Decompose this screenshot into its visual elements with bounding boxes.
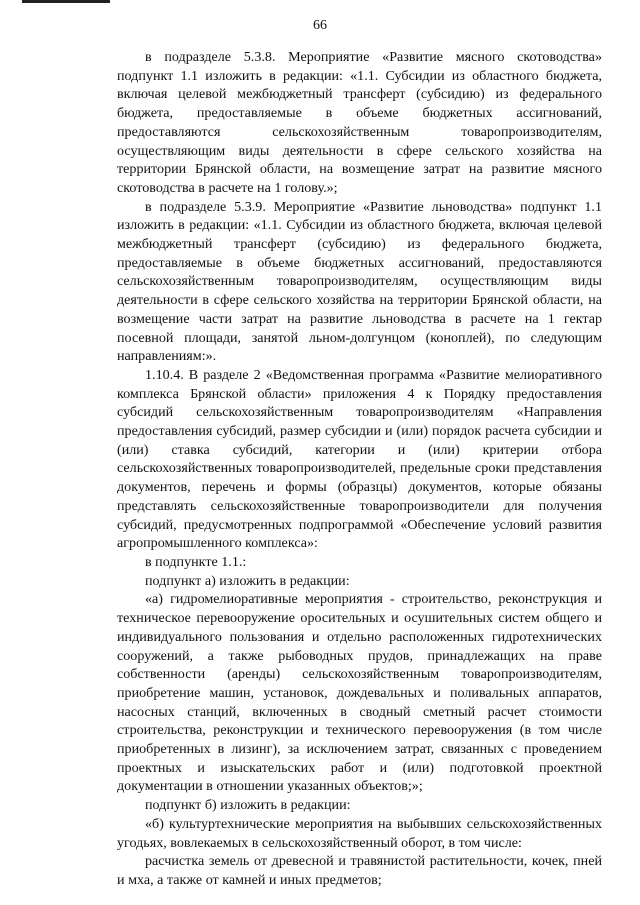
document-body: [117, 48, 602, 890]
paragraph-subclause-a-intro: подпункт а) изложить в редакции:: [145, 572, 350, 589]
paragraph-subclause-b-intro: подпункт б) изложить в редакции:: [145, 797, 351, 814]
paragraph-land-clearing: расчистка земель от древесной и травянистой растительности, кочек, пней и мха, а также от камней и иных предметов;: [117, 853, 602, 888]
paragraph-subclause-1-1: в подпункте 1.1.:: [145, 553, 247, 570]
paragraph-meat-cattle: в подразделе 5.3.8. Мероприятие «Развитие мясного скотоводства» подпункт 1.1 изложить в редакции: «1.1. Субсидии из областного бюджета, включая целевой межбюджетный трансферт (субсидию) из федерального бюджета, предоставляемые в объеме бюджетных ассигнований, предоставляются сельскохозяйственным товаропроизводителям, осуществляющим виды деятельности в сфере сельского хозяйства на территории Брянской области, на возмещение затрат на развитие мясного скотоводства в расчете на 1 голову.»;: [117, 49, 602, 196]
paragraph-subclause-a-text: «а) гидромелиоративные мероприятия - строительство, реконструкция и техническое перевооружение оросительных и осушительных систем общего и индивидуального пользования и отдельно расположенных гидротехнических сооружений, а также рыбоводных прудов, принадлежащих на праве собственности (аренды) сельскохозяйственным товаропроизводителям, приобретение машин, установок, дождевальных и поливальных аппаратов, насосных станций, включенных в сводный сметный расчет стоимости строительства, реконструкции и технического перевооружения (в том числе приобретенных в лизинг), за исключением затрат, связанных с проведением проектных и изыскательских работ и (или) подготовкой проектной документации в отношении указанных объектов;»;: [117, 591, 602, 795]
paragraph-flax: в подразделе 5.3.9. Мероприятие «Развитие льноводства» подпункт 1.1 изложить в редакции: «1.1. Субсидии из областного бюджета, включая целевой межбюджетный трансферт (субсидию) из федерального бюджета, предоставляемые в объеме бюджетных ассигнований, предоставляются сельскохозяйственным товаропроизводителям, осуществляющим виды деятельности в сфере сельского хозяйства на территории Брянской области, на возмещение части затрат на развитие льноводства в расчете на 1 гектар посевной площади, занятой льном-долгунцом (коноплей), по следующим направлениям:».: [117, 198, 602, 365]
paragraph-section-1-10-4: 1.10.4. В разделе 2 «Ведомственная программа «Развитие мелиоративного комплекса Брянской области» приложения 4 к Порядку предоставления субсидий сельскохозяйственным товаропроизводителям «Направления предоставления субсидий, размер субсидии и (или) порядок расчета субсидии и (или) ставка субсидий, категории и (или) критерии отбора сельскохозяйственных товаропроизводителей, предельные сроки представления документов, перечень и формы (образцы) документов, которые обязаны представлять сельскохозяйственные товаропроизводители для получения субсидий, предусмотренных подпрограммой «Обеспечение условий развития агропромышленного комплекса»:: [117, 366, 602, 552]
page-number: 66: [313, 18, 327, 33]
top-border-line: [22, 0, 110, 3]
paragraph-subclause-b-text: «б) культуртехнические мероприятия на выбывших сельскохозяйственных угодьях, вовлекаемых в сельскохозяйственный оборот, в том числе:: [117, 815, 602, 851]
